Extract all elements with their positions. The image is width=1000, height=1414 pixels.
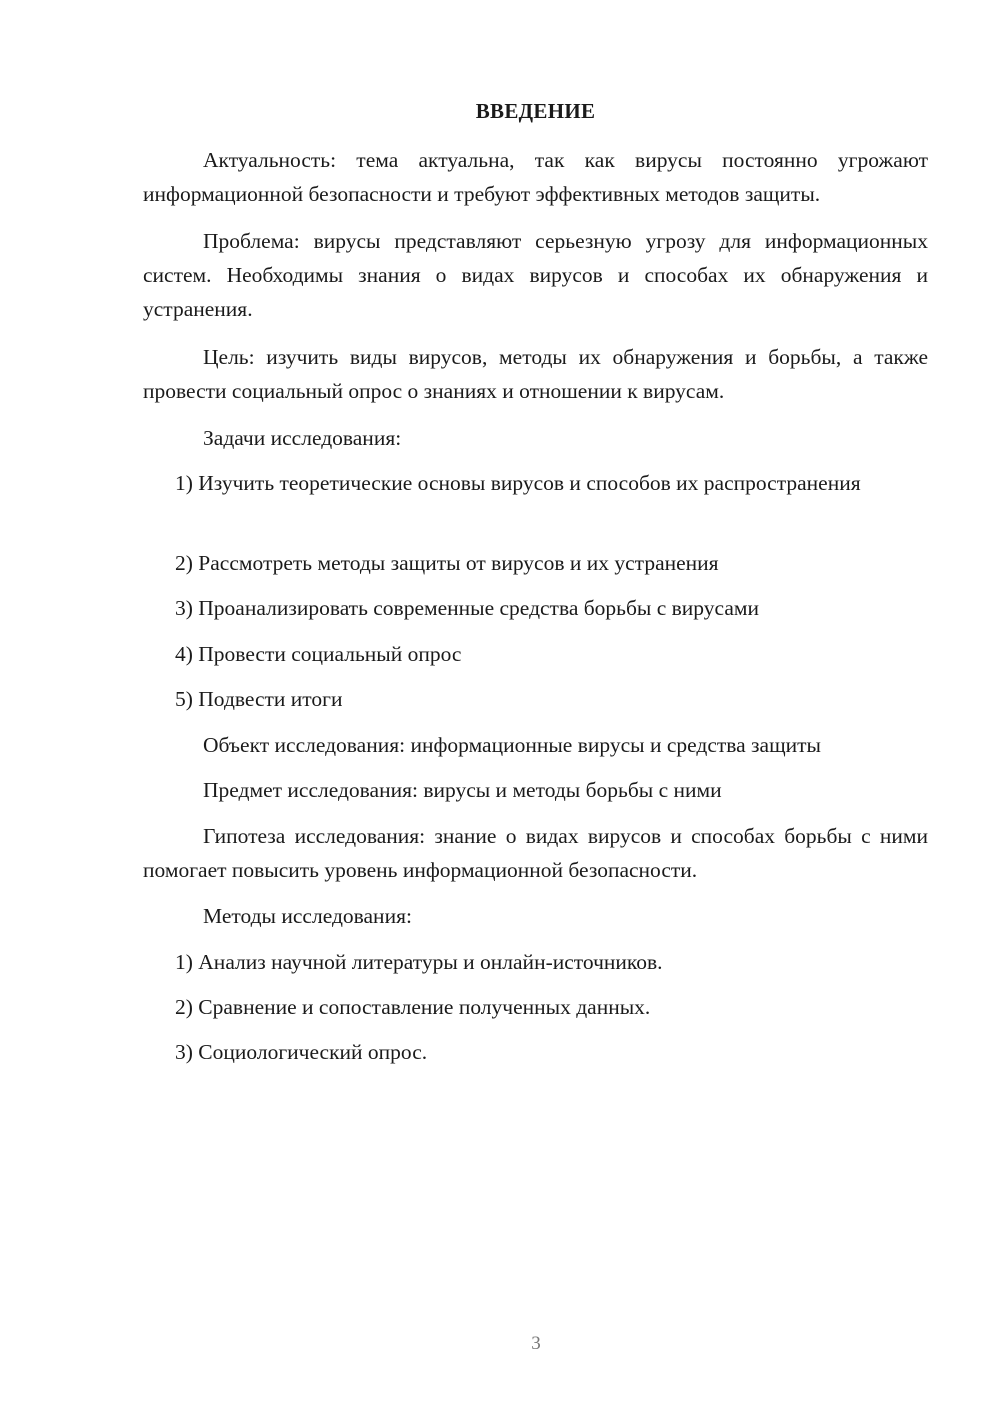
problem-paragraph: Проблема: вирусы представляют серьезную угрозу для информационных систем. Необходимы знания о видах вирусов и способах их обнаружения и устранения.	[143, 229, 928, 321]
task-item-5: 5) Подвести итоги	[175, 687, 343, 711]
goal-paragraph: Цель: изучить виды вирусов, методы их обнаружения и борьбы, а также провести социальный опрос о знаниях и отношении к вирусам.	[143, 345, 928, 403]
methods-label: Методы исследования:	[203, 904, 412, 928]
page-number: 3	[531, 1333, 541, 1354]
relevance-paragraph: Актуальность: тема актуальна, так как вирусы постоянно угрожают информационной безопасности и требуют эффективных методов защиты.	[143, 148, 928, 206]
hypothesis-paragraph: Гипотеза исследования: знание о видах вирусов и способах борьбы с ними помогает повысить уровень информационной безопасности.	[143, 824, 928, 882]
subject-paragraph: Предмет исследования: вирусы и методы борьбы с ними	[203, 778, 722, 802]
task-item-4: 4) Провести социальный опрос	[175, 642, 462, 666]
method-item-2: 2) Сравнение и сопоставление полученных данных.	[175, 995, 651, 1019]
page-title: ВВЕДЕНИЕ	[475, 99, 596, 123]
method-item-1: 1) Анализ научной литературы и онлайн-источников.	[175, 950, 663, 974]
method-item-3: 3) Социологический опрос.	[175, 1040, 428, 1064]
task-item-2: 2) Рассмотреть методы защиты от вирусов и их устранения	[175, 551, 719, 575]
task-item-3: 3) Проанализировать современные средства борьбы с вирусами	[175, 596, 759, 620]
tasks-label: Задачи исследования:	[203, 426, 402, 450]
object-paragraph: Объект исследования: информационные вирусы и средства защиты	[203, 733, 821, 757]
task-item-1: 1) Изучить теоретические основы вирусов и способов их распространения	[175, 471, 861, 495]
